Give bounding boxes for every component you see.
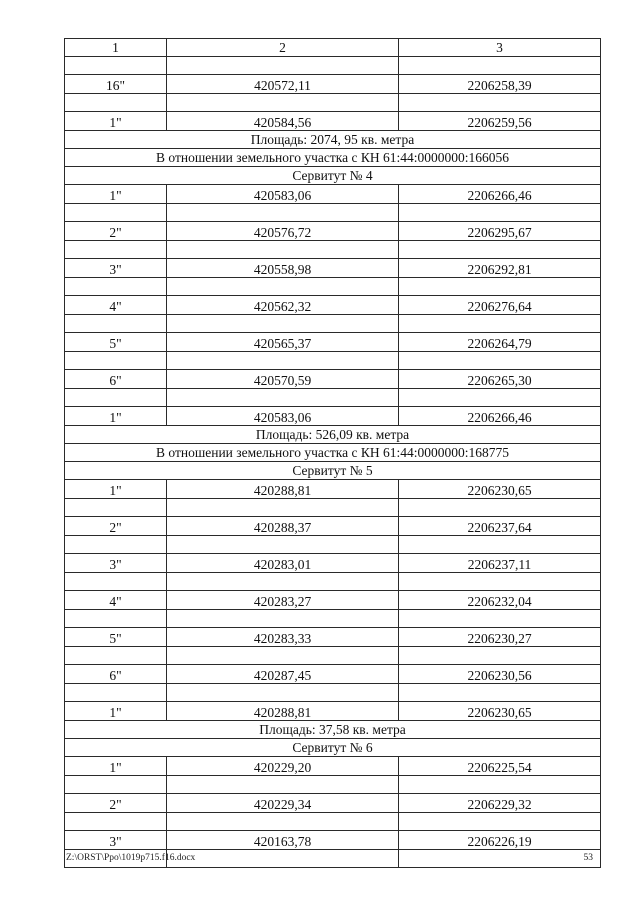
empty-cell bbox=[65, 57, 167, 75]
empty-cell bbox=[399, 241, 601, 259]
x-coordinate-cell: 420229,20 bbox=[167, 757, 399, 776]
empty-cell bbox=[167, 352, 399, 370]
section-label-row bbox=[65, 149, 601, 167]
x-coordinate-cell: 420583,06 bbox=[167, 407, 399, 426]
footer-file-path: Z:\ORST\Ppo\1019p715.f16.docx bbox=[66, 853, 196, 863]
empty-cell bbox=[65, 573, 167, 591]
x-coordinate-cell: 420163,78 bbox=[167, 831, 399, 850]
empty-cell bbox=[399, 57, 601, 75]
point-row bbox=[65, 112, 601, 131]
x-coordinate-cell: 420283,01 bbox=[167, 554, 399, 573]
y-coordinate-cell: 2206266,46 bbox=[399, 407, 601, 426]
x-coordinate-cell: 420288,37 bbox=[167, 517, 399, 536]
empty-cell bbox=[399, 352, 601, 370]
empty-cell bbox=[65, 776, 167, 794]
spacer-row bbox=[65, 57, 601, 75]
empty-cell bbox=[167, 536, 399, 554]
y-coordinate-cell: 2206276,64 bbox=[399, 296, 601, 315]
coordinates-table-body bbox=[65, 39, 601, 868]
section-label: В отношении земельного участка с КН 61:44:0000000:166056 bbox=[65, 149, 601, 167]
empty-cell bbox=[399, 684, 601, 702]
empty-cell bbox=[167, 684, 399, 702]
spacer-row bbox=[65, 684, 601, 702]
x-coordinate-cell: 420562,32 bbox=[167, 296, 399, 315]
empty-cell bbox=[399, 278, 601, 296]
x-coordinate-cell: 420287,45 bbox=[167, 665, 399, 684]
empty-cell bbox=[399, 776, 601, 794]
header-col-3: 3 bbox=[399, 39, 601, 57]
point-number-cell: 2" bbox=[65, 222, 167, 241]
y-coordinate-cell: 2206265,30 bbox=[399, 370, 601, 389]
empty-cell bbox=[399, 813, 601, 831]
point-row bbox=[65, 259, 601, 278]
empty-cell bbox=[399, 315, 601, 333]
x-coordinate-cell: 420572,11 bbox=[167, 75, 399, 94]
point-row bbox=[65, 628, 601, 647]
empty-cell bbox=[167, 813, 399, 831]
y-coordinate-cell: 2206230,27 bbox=[399, 628, 601, 647]
spacer-row bbox=[65, 204, 601, 222]
empty-cell bbox=[399, 573, 601, 591]
point-number-cell: 3" bbox=[65, 554, 167, 573]
point-number-cell: 4" bbox=[65, 591, 167, 610]
empty-cell bbox=[65, 684, 167, 702]
point-number-cell: 3" bbox=[65, 831, 167, 850]
spacer-row bbox=[65, 241, 601, 259]
spacer-row bbox=[65, 813, 601, 831]
section-label-row bbox=[65, 131, 601, 149]
empty-cell bbox=[399, 850, 601, 868]
point-row bbox=[65, 296, 601, 315]
y-coordinate-cell: 2206264,79 bbox=[399, 333, 601, 352]
x-coordinate-cell: 420583,06 bbox=[167, 185, 399, 204]
header-col-2: 2 bbox=[167, 39, 399, 57]
y-coordinate-cell: 2206259,56 bbox=[399, 112, 601, 131]
empty-cell bbox=[167, 241, 399, 259]
point-row bbox=[65, 517, 601, 536]
empty-cell bbox=[167, 776, 399, 794]
empty-cell bbox=[65, 389, 167, 407]
x-coordinate-cell: 420584,56 bbox=[167, 112, 399, 131]
y-coordinate-cell: 2206258,39 bbox=[399, 75, 601, 94]
point-row bbox=[65, 591, 601, 610]
empty-cell bbox=[65, 94, 167, 112]
empty-cell bbox=[65, 352, 167, 370]
point-row bbox=[65, 794, 601, 813]
point-row bbox=[65, 702, 601, 721]
empty-cell bbox=[399, 647, 601, 665]
point-number-cell: 16" bbox=[65, 75, 167, 94]
spacer-row bbox=[65, 389, 601, 407]
spacer-row bbox=[65, 94, 601, 112]
empty-cell bbox=[399, 536, 601, 554]
point-number-cell: 2" bbox=[65, 517, 167, 536]
y-coordinate-cell: 2206232,04 bbox=[399, 591, 601, 610]
section-label: В отношении земельного участка с КН 61:44:0000000:168775 bbox=[65, 444, 601, 462]
empty-cell bbox=[65, 610, 167, 628]
point-row bbox=[65, 185, 601, 204]
y-coordinate-cell: 2206237,11 bbox=[399, 554, 601, 573]
spacer-row bbox=[65, 573, 601, 591]
section-label: Сервитут № 5 bbox=[65, 462, 601, 480]
point-number-cell: 1" bbox=[65, 757, 167, 776]
section-label: Сервитут № 6 bbox=[65, 739, 601, 757]
empty-cell bbox=[167, 647, 399, 665]
point-number-cell: 1" bbox=[65, 112, 167, 131]
point-row bbox=[65, 222, 601, 241]
point-number-cell: 6" bbox=[65, 370, 167, 389]
empty-cell bbox=[167, 315, 399, 333]
x-coordinate-cell: 420576,72 bbox=[167, 222, 399, 241]
empty-cell bbox=[399, 610, 601, 628]
empty-cell bbox=[167, 389, 399, 407]
coordinates-table bbox=[64, 38, 601, 868]
point-number-cell: 1" bbox=[65, 480, 167, 499]
y-coordinate-cell: 2206266,46 bbox=[399, 185, 601, 204]
spacer-row bbox=[65, 536, 601, 554]
point-number-cell: 2" bbox=[65, 794, 167, 813]
empty-cell bbox=[167, 57, 399, 75]
point-row bbox=[65, 831, 601, 850]
spacer-row bbox=[65, 315, 601, 333]
section-label-row bbox=[65, 739, 601, 757]
section-label: Площадь: 2074, 95 кв. метра bbox=[65, 131, 601, 149]
x-coordinate-cell: 420288,81 bbox=[167, 702, 399, 721]
empty-cell bbox=[399, 94, 601, 112]
y-coordinate-cell: 2206226,19 bbox=[399, 831, 601, 850]
y-coordinate-cell: 2206295,67 bbox=[399, 222, 601, 241]
y-coordinate-cell: 2206229,32 bbox=[399, 794, 601, 813]
point-row bbox=[65, 480, 601, 499]
empty-cell bbox=[65, 813, 167, 831]
spacer-row bbox=[65, 647, 601, 665]
point-row bbox=[65, 370, 601, 389]
point-number-cell: 1" bbox=[65, 702, 167, 721]
empty-cell bbox=[167, 204, 399, 222]
empty-cell bbox=[167, 94, 399, 112]
y-coordinate-cell: 2206230,65 bbox=[399, 480, 601, 499]
section-label-row bbox=[65, 167, 601, 185]
point-number-cell: 1" bbox=[65, 407, 167, 426]
x-coordinate-cell: 420570,59 bbox=[167, 370, 399, 389]
y-coordinate-cell: 2206225,54 bbox=[399, 757, 601, 776]
empty-cell bbox=[399, 204, 601, 222]
x-coordinate-cell: 420565,37 bbox=[167, 333, 399, 352]
section-label: Площадь: 526,09 кв. метра bbox=[65, 426, 601, 444]
spacer-row bbox=[65, 610, 601, 628]
section-label-row bbox=[65, 721, 601, 739]
x-coordinate-cell: 420283,27 bbox=[167, 591, 399, 610]
point-row bbox=[65, 407, 601, 426]
section-label-row bbox=[65, 462, 601, 480]
spacer-row bbox=[65, 278, 601, 296]
empty-cell bbox=[167, 278, 399, 296]
point-row bbox=[65, 333, 601, 352]
point-number-cell: 5" bbox=[65, 333, 167, 352]
footer-page-number: 53 bbox=[583, 853, 593, 863]
empty-cell bbox=[65, 315, 167, 333]
empty-cell bbox=[167, 573, 399, 591]
x-coordinate-cell: 420288,81 bbox=[167, 480, 399, 499]
point-number-cell: 5" bbox=[65, 628, 167, 647]
section-label: Площадь: 37,58 кв. метра bbox=[65, 721, 601, 739]
empty-cell bbox=[167, 610, 399, 628]
point-row bbox=[65, 665, 601, 684]
y-coordinate-cell: 2206237,64 bbox=[399, 517, 601, 536]
section-label: Сервитут № 4 bbox=[65, 167, 601, 185]
empty-cell bbox=[167, 850, 399, 868]
point-number-cell: 3" bbox=[65, 259, 167, 278]
point-number-cell: 6" bbox=[65, 665, 167, 684]
y-coordinate-cell: 2206230,56 bbox=[399, 665, 601, 684]
section-label-row bbox=[65, 444, 601, 462]
point-row bbox=[65, 554, 601, 573]
empty-cell bbox=[65, 647, 167, 665]
spacer-row bbox=[65, 352, 601, 370]
empty-cell bbox=[399, 389, 601, 407]
x-coordinate-cell: 420283,33 bbox=[167, 628, 399, 647]
point-number-cell: 1" bbox=[65, 185, 167, 204]
y-coordinate-cell: 2206292,81 bbox=[399, 259, 601, 278]
header-col-1: 1 bbox=[65, 39, 167, 57]
section-label-row bbox=[65, 426, 601, 444]
empty-cell bbox=[399, 499, 601, 517]
y-coordinate-cell: 2206230,65 bbox=[399, 702, 601, 721]
x-coordinate-cell: 420229,34 bbox=[167, 794, 399, 813]
point-number-cell: 4" bbox=[65, 296, 167, 315]
empty-cell bbox=[65, 204, 167, 222]
empty-cell bbox=[167, 499, 399, 517]
point-row bbox=[65, 757, 601, 776]
empty-cell bbox=[65, 278, 167, 296]
empty-cell bbox=[65, 536, 167, 554]
table-header-row bbox=[65, 39, 601, 57]
empty-cell bbox=[65, 499, 167, 517]
spacer-row bbox=[65, 776, 601, 794]
empty-cell bbox=[65, 241, 167, 259]
x-coordinate-cell: 420558,98 bbox=[167, 259, 399, 278]
point-row bbox=[65, 75, 601, 94]
spacer-row bbox=[65, 499, 601, 517]
